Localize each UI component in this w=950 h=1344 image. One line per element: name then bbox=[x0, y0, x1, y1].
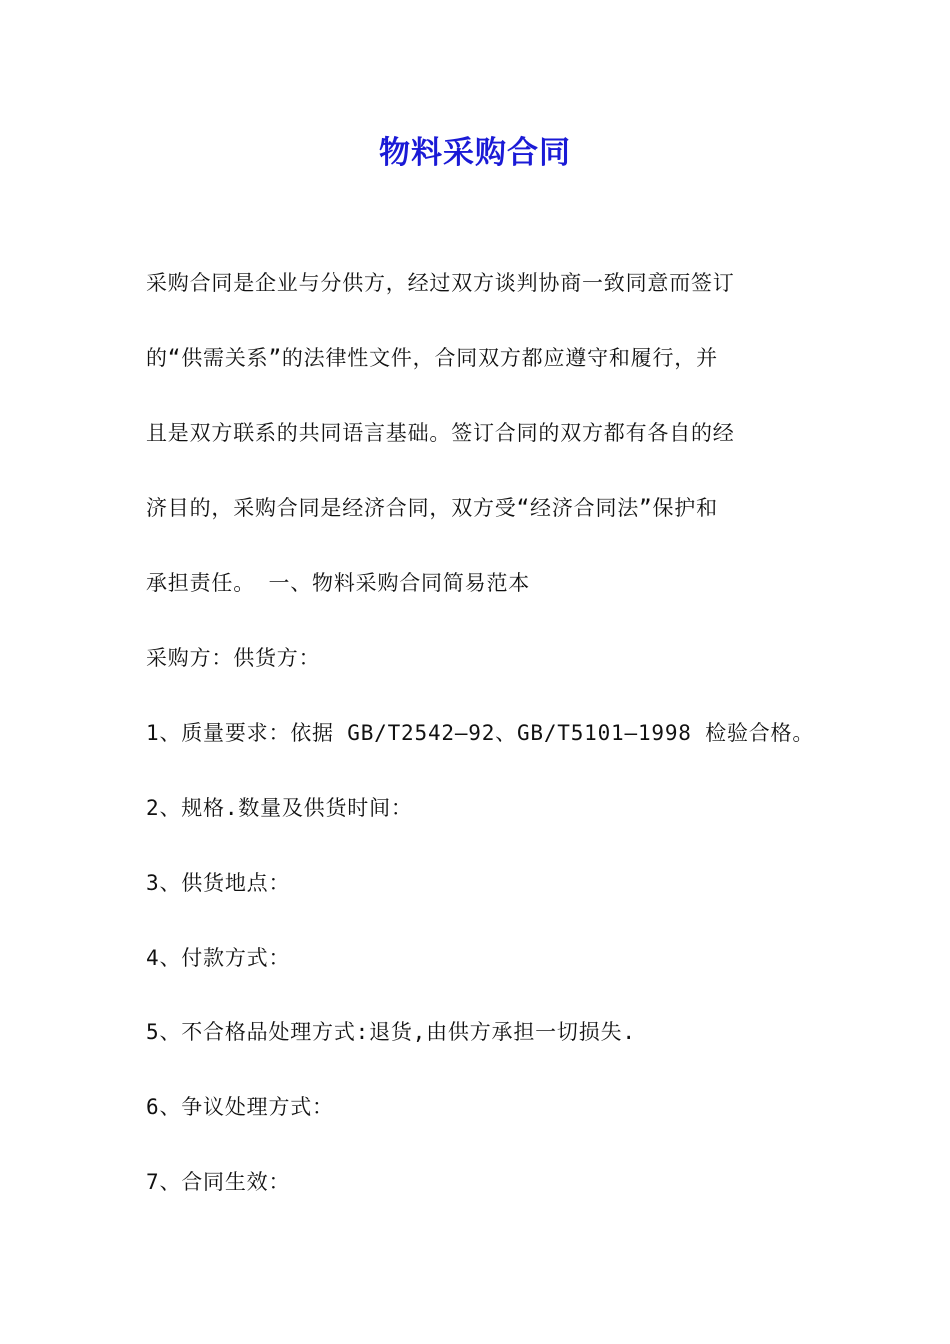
clause-item: 2、规格.数量及供货时间： bbox=[146, 796, 413, 820]
intro-line-5: 承担责任。 一、物料采购合同简易范本 bbox=[146, 571, 531, 595]
parties-line: 采购方：供货方： bbox=[146, 646, 321, 670]
clause-item: 7、合同生效： bbox=[146, 1170, 291, 1194]
intro-line-3: 且是双方联系的共同语言基础。签订合同的双方都有各自的经 bbox=[146, 421, 735, 445]
document-title: 物料采购合同 bbox=[379, 135, 571, 171]
clause-item: 4、付款方式： bbox=[146, 946, 291, 970]
clause-item: 3、供货地点： bbox=[146, 871, 291, 895]
clause-item: 5、不合格品处理方式:退货,由供方承担一切损失. bbox=[146, 1020, 636, 1044]
intro-line-4: 济目的，采购合同是经济合同，双方受“经济合同法”保护和 bbox=[146, 496, 718, 520]
intro-line-1: 采购合同是企业与分供方，经过双方谈判协商一致同意而签订 bbox=[146, 271, 735, 295]
clause-item: 1、质量要求：依据 GB/T2542—92、GB/T5101—1998 检验合格。 bbox=[146, 721, 815, 745]
clause-item: 6、争议处理方式： bbox=[146, 1095, 334, 1119]
intro-line-2: 的“供需关系”的法律性文件，合同双方都应遵守和履行，并 bbox=[146, 346, 718, 370]
